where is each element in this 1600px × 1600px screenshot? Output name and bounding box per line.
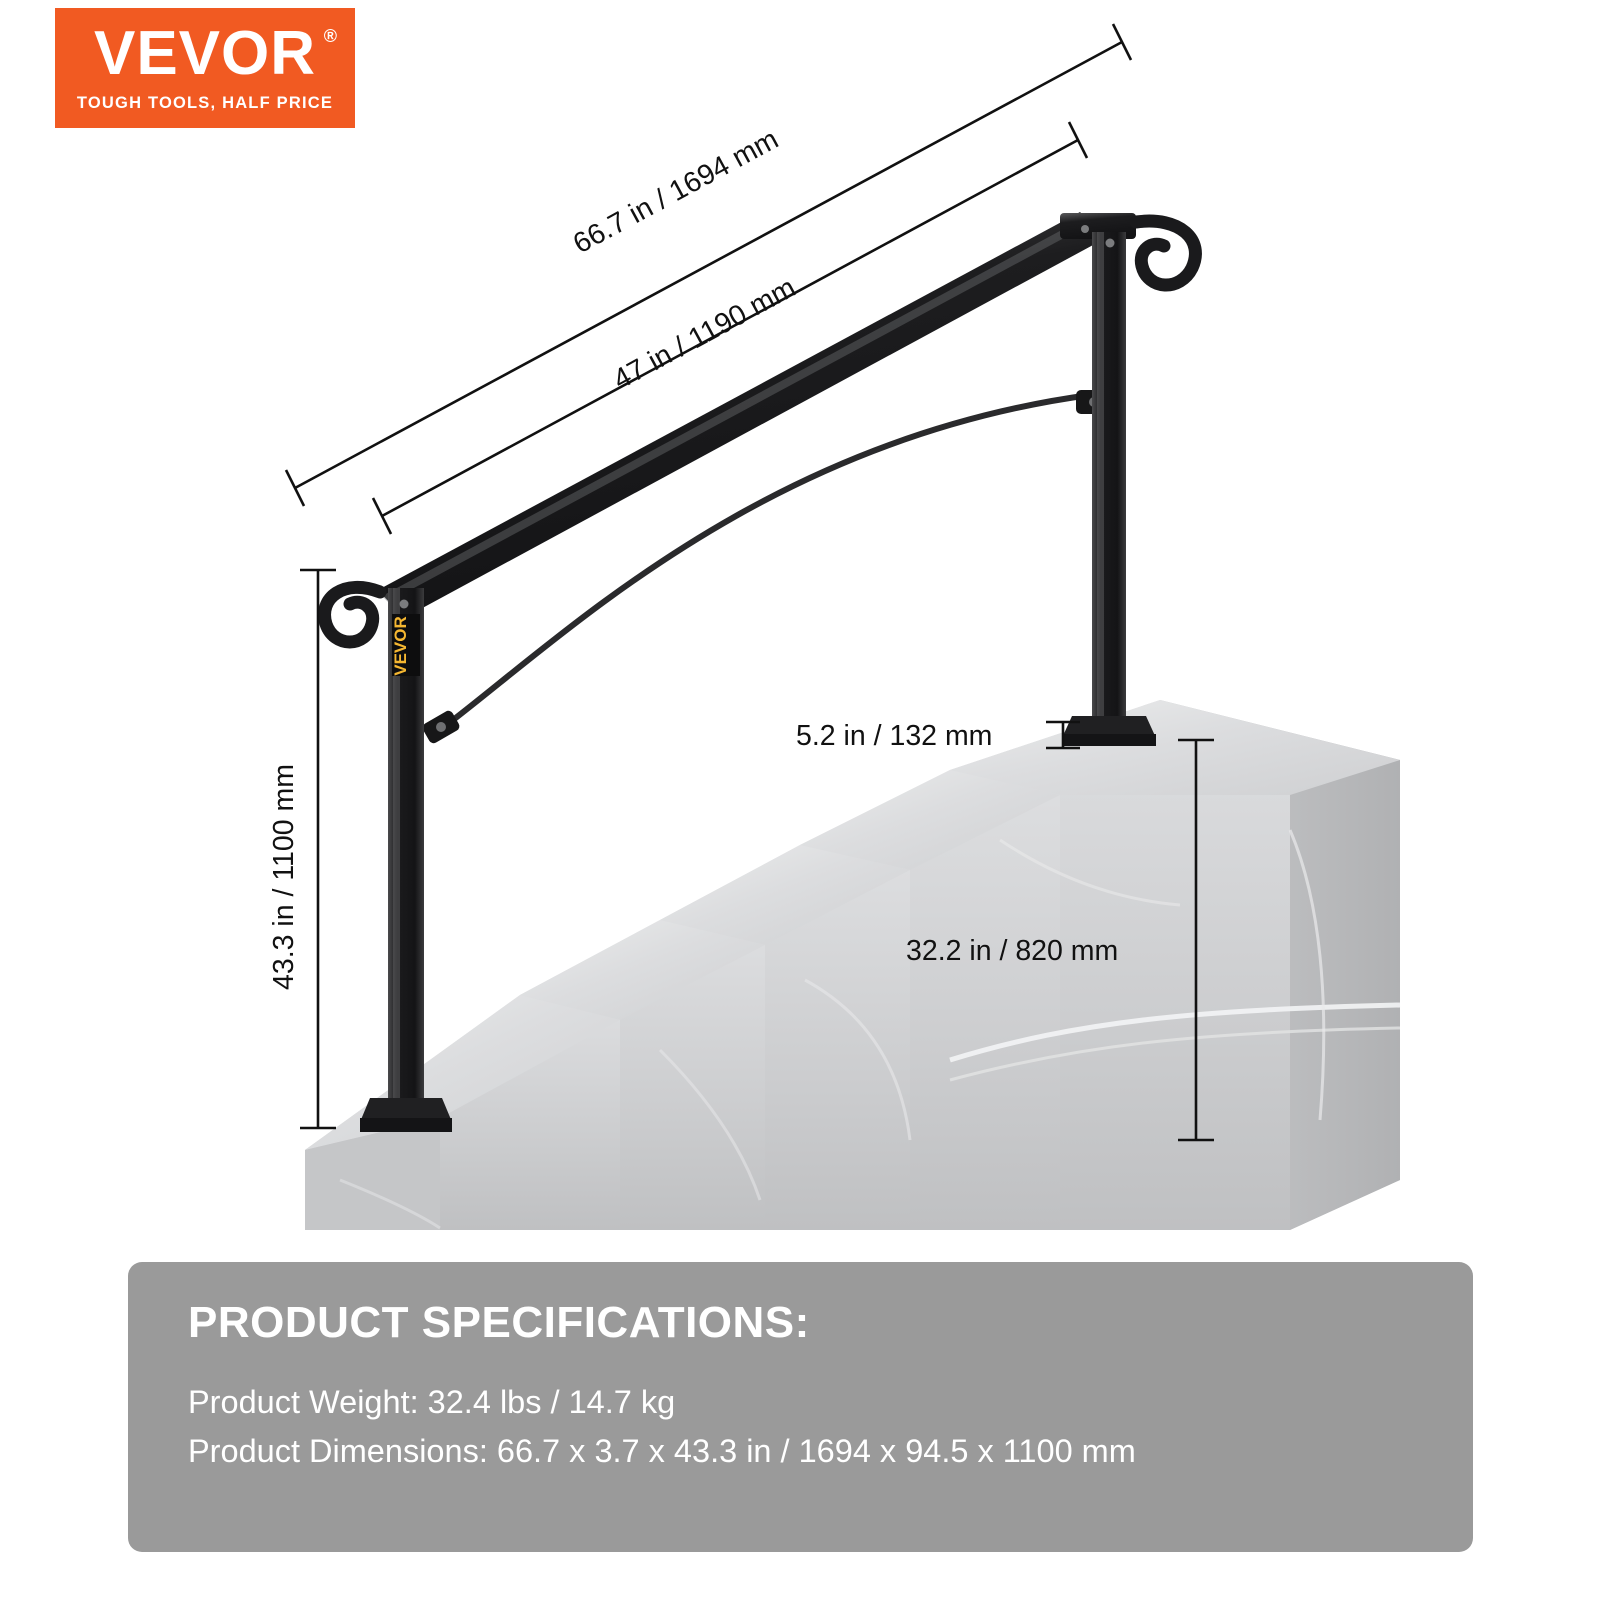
right-scroll-end (1136, 221, 1195, 285)
stone-steps (305, 700, 1400, 1230)
registered-trademark-icon: ® (323, 26, 339, 46)
brand-tagline: TOUGH TOOLS, HALF PRICE (76, 94, 334, 112)
dimension-label-step-rise: 5.2 in / 132 mm (796, 720, 993, 752)
dimension-label-post-height: 43.3 in / 1100 mm (268, 763, 300, 990)
specs-title: PRODUCT SPECIFICATIONS: (188, 1298, 810, 1347)
brand-name-label: VEVOR (93, 19, 317, 88)
brace-cable (440, 395, 1090, 730)
spec-product-weight: Product Weight: 32.4 lbs / 14.7 kg (188, 1384, 676, 1420)
product-specifications-panel (128, 1262, 1473, 1552)
dimension-label-overall-length: 66.7 in / 1694 mm (568, 123, 784, 261)
dimension-label-rail-length: 47 in / 1190 mm (608, 271, 802, 397)
left-scroll-end (325, 587, 380, 642)
post-logo-text: VEVOR (391, 616, 410, 676)
spec-product-dimensions: Product Dimensions: 66.7 x 3.7 x 43.3 in / 1694 x 94.5 x 1100 mm (188, 1433, 1136, 1469)
dimension-label-stair-height: 32.2 in / 820 mm (906, 935, 1119, 967)
